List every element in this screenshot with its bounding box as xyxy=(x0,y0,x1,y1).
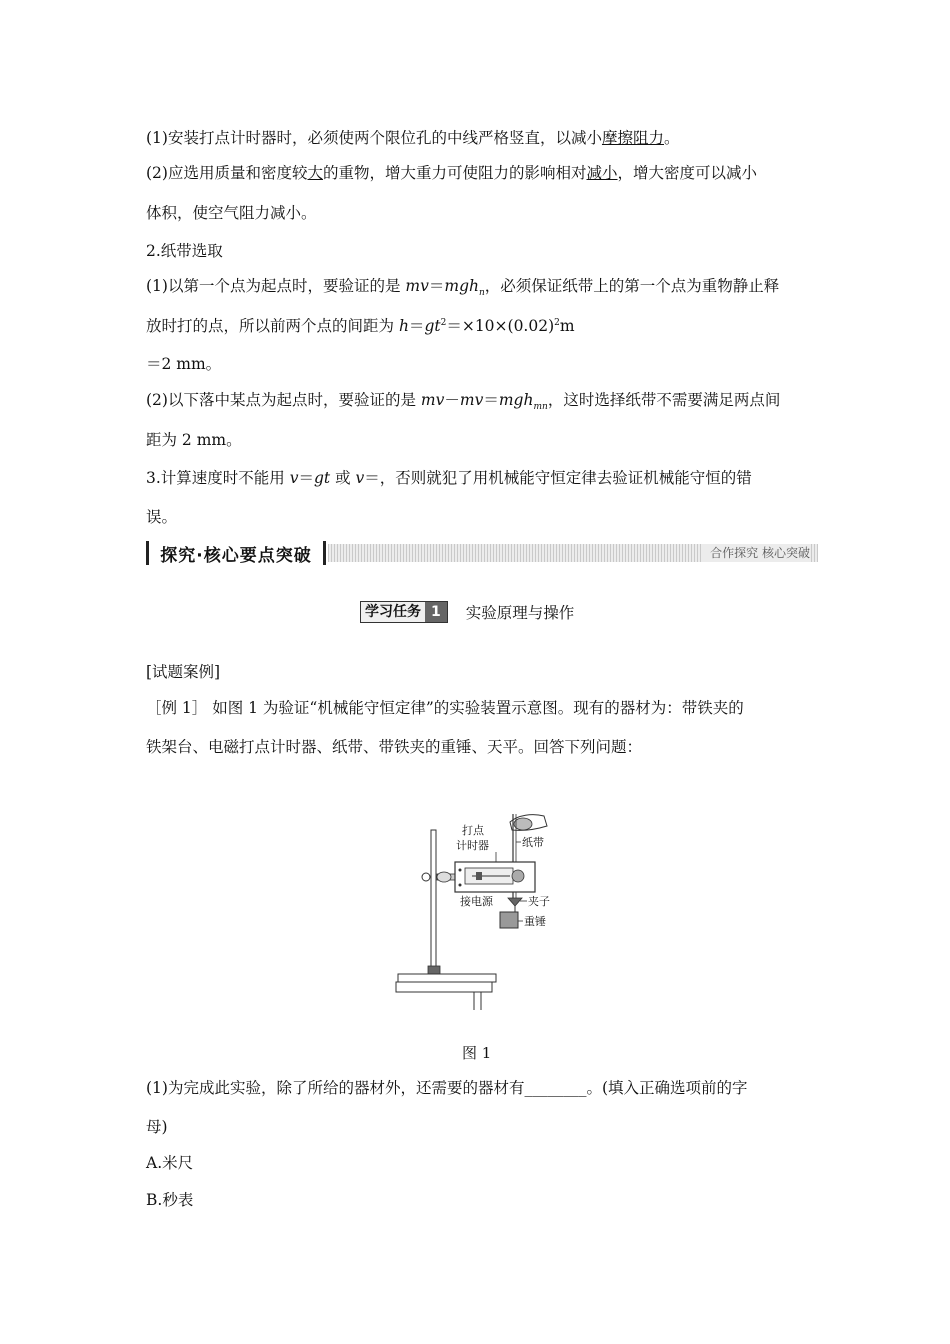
task-number: 1 xyxy=(425,602,447,622)
label-timer-2: 计时器 xyxy=(456,839,489,852)
label-power: 接电源 xyxy=(460,895,493,908)
option-b: B.秒表 xyxy=(146,1191,194,1209)
answer-reduce: 减小 xyxy=(586,164,618,182)
para-4 xyxy=(146,390,826,413)
task-label: 学习任务 xyxy=(361,602,425,622)
answer-friction: 摩擦阻力 xyxy=(601,129,664,147)
para-3-text-b: ，必须保证纸带上的第一个点为重物静止释 xyxy=(484,277,780,295)
para-2 xyxy=(146,163,826,183)
task-title: 实验原理与操作 xyxy=(465,604,575,622)
weight-block xyxy=(500,912,518,928)
formula-h: h xyxy=(398,317,409,335)
formula-v-2: v xyxy=(355,469,365,487)
para-4-line-2: 距为 2 mm。 xyxy=(146,431,242,449)
stand-base xyxy=(398,974,496,982)
word-or: 或 xyxy=(330,469,356,487)
formula-eq: ＝ xyxy=(428,277,445,295)
label-timer-1: 打点 xyxy=(462,824,484,837)
formula-v-1: v xyxy=(289,469,299,487)
para-1-text: (1)安装打点计时器时，必须使两个限位孔的中线严格竖直，以减小 xyxy=(146,129,602,147)
section-3-text-a: 3.计算速度时不能用 xyxy=(146,469,290,487)
para-3-line2-c: m xyxy=(559,317,575,335)
example-line-2: 铁架台、电磁打点计时器、纸带、带铁夹的重锤、天平。回答下列问题： xyxy=(146,738,643,756)
section-banner xyxy=(146,541,818,565)
question-line-1: (1)为完成此实验，除了所给的器材外，还需要的器材有________。(填入正确选项前的字 xyxy=(146,1079,748,1097)
banner-title: 探究·核心要点突破 xyxy=(146,541,326,565)
para-2-text-c: ，增大密度可以减小 xyxy=(617,164,758,182)
formula-mv-2: mv xyxy=(459,391,484,409)
formula-eq-3: ＝ xyxy=(483,391,499,409)
section-2-heading: 2.纸带选取 xyxy=(146,242,223,260)
para-2-text-b: 的重物，增大重力可使阻力的影响相对 xyxy=(322,164,587,182)
label-weight: 重锤 xyxy=(524,915,546,928)
para-4-text-b: ，这时选择纸带不需要满足两点间 xyxy=(547,391,781,409)
para-3-line2-b: ＝×10×(0.02) xyxy=(446,317,555,335)
formula-mv: mv xyxy=(405,277,429,295)
clip-icon xyxy=(508,898,522,906)
formula-sup: 2 xyxy=(440,317,447,328)
formula-eq-2: ＝ xyxy=(408,317,425,335)
para-3-line-3: ＝2 mm。 xyxy=(146,355,222,373)
para-1-end: 。 xyxy=(663,129,680,147)
formula-mgh: mgh xyxy=(444,277,479,295)
para-3-line-2 xyxy=(146,316,826,336)
para-3-line2-a: 放时打的点，所以前两个点的间距为 xyxy=(146,317,399,335)
finger-grip xyxy=(514,818,532,830)
formula-eq-4: ＝ xyxy=(298,469,314,487)
formula-mv-1: mv xyxy=(420,391,445,409)
apparatus-figure xyxy=(392,800,562,1010)
figure-caption: 图 1 xyxy=(462,1044,492,1062)
case-heading: [试题案例] xyxy=(146,663,221,681)
section-3-line-2: 误。 xyxy=(146,508,178,526)
option-a: A.米尺 xyxy=(146,1154,194,1172)
para-4-text-a: (2)以下落中某点为起点时，要验证的是 xyxy=(146,391,421,409)
formula-mgh-2: mgh xyxy=(498,391,534,409)
formula-gt-2: gt xyxy=(314,469,331,487)
clamp-knob xyxy=(422,873,430,881)
banner-right-label: 合作探究 核心突破 xyxy=(702,544,810,562)
example-line-1: ［例 1］ 如图 1 为验证“机械能守恒定律”的实验装置示意图。现有的器材为：带铁夹的 xyxy=(146,699,744,717)
label-tape: 纸带 xyxy=(522,836,544,849)
para-2-text-a: (2)应选用质量和密度较 xyxy=(146,164,308,182)
table-top xyxy=(396,982,492,992)
formula-sup-b: 2 xyxy=(554,317,560,328)
question-line-2: 母) xyxy=(146,1118,168,1136)
task-heading xyxy=(360,601,574,623)
para-3-text-a: (1)以第一个点为起点时，要验证的是 xyxy=(146,277,406,295)
para-2-line-2: 体积，使空气阻力减小。 xyxy=(146,204,317,222)
para-3 xyxy=(146,276,826,299)
answer-large: 大 xyxy=(307,164,323,182)
section-3-text-b: ，否则就犯了用机械能守恒定律去验证机械能守恒的错 xyxy=(379,469,752,487)
label-clip: 夹子 xyxy=(528,895,550,908)
para-1 xyxy=(146,128,826,148)
formula-gt: gt xyxy=(424,317,441,335)
formula-minus: － xyxy=(444,391,460,409)
task-badge xyxy=(360,601,448,623)
formula-eq-5: ＝ xyxy=(364,469,380,487)
section-3 xyxy=(146,468,826,488)
formula-sub: n xyxy=(478,288,485,299)
formula-sub-mn: mn xyxy=(533,402,548,413)
stand-pole xyxy=(431,830,436,970)
